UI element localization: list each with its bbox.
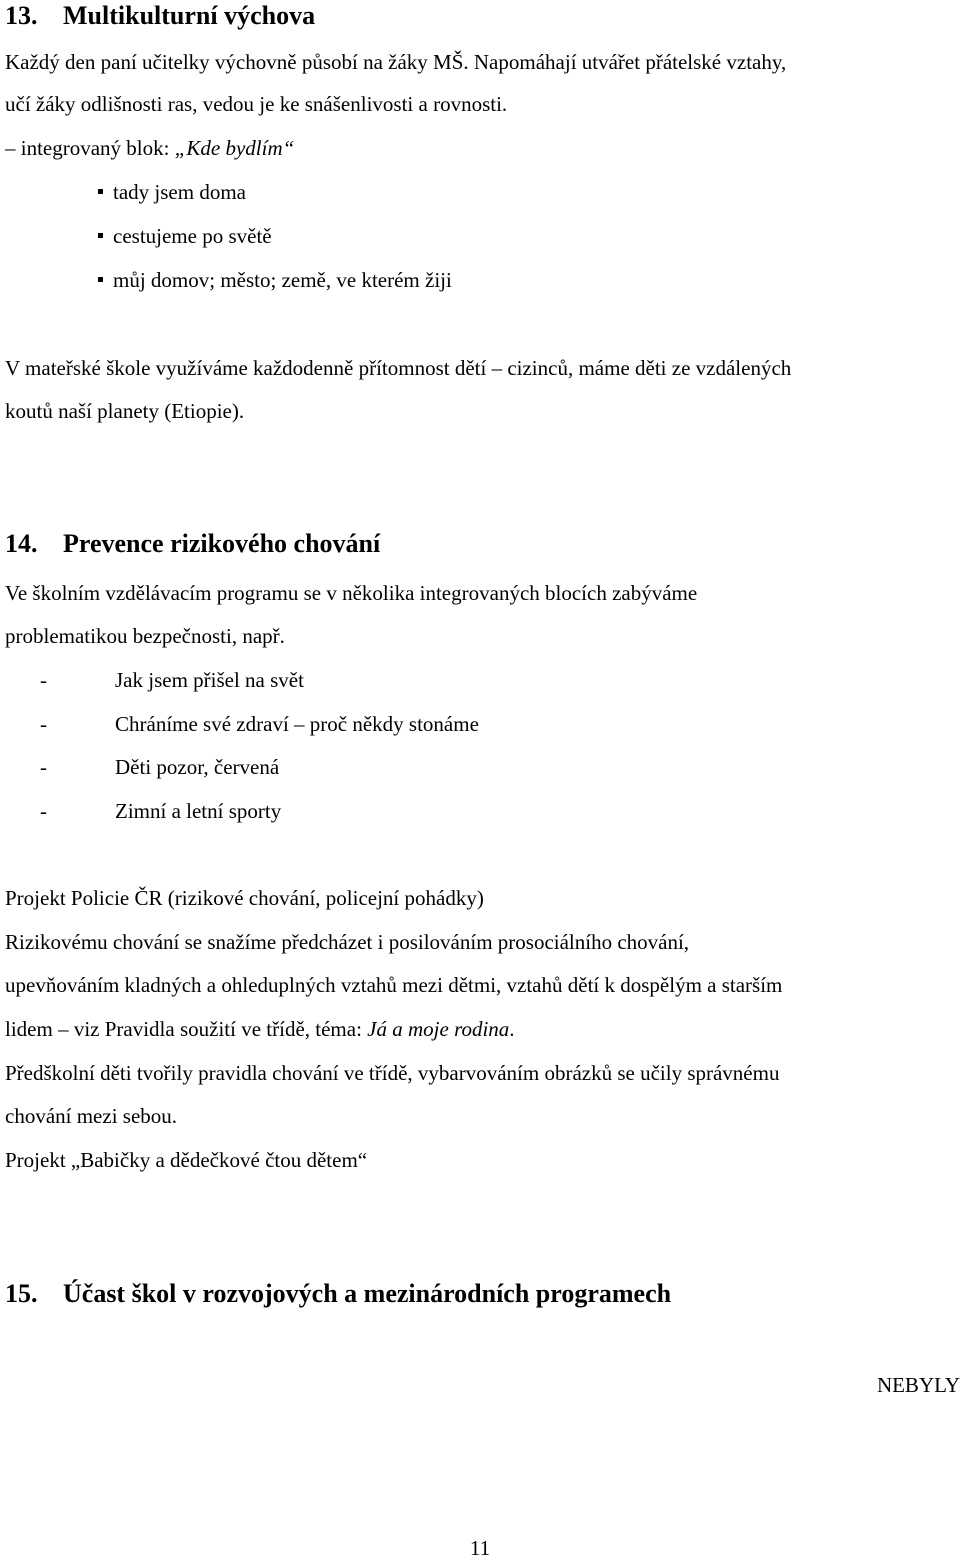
integrated-block-title: „Kde bydlím“ — [174, 136, 295, 160]
square-bullet-icon — [98, 233, 103, 238]
bullet-item-text: můj domov; město; země, ve kterém žiji — [113, 268, 452, 292]
page-number: 11 — [469, 1536, 491, 1560]
square-bullet-icon — [98, 277, 103, 282]
dash-marker: - — [40, 712, 47, 736]
dash-list-item-text: Chráníme své zdraví – proč někdy stonáme — [115, 712, 479, 736]
prosocial-line-3-end: . — [509, 1017, 515, 1041]
dash-marker: - — [40, 755, 47, 779]
square-bullet-icon — [98, 189, 103, 194]
section-13-paragraph-2-line-1: V mateřské škole využíváme každodenně přítomnost dětí – cizinců, máme děti ze vzdálených — [5, 356, 792, 380]
section-13-paragraph-line-2: učí žáky odlišnosti ras, vedou je ke snášenlivosti a rovnosti. — [5, 92, 508, 116]
preschool-paragraph-line-2: chování mezi sebou. — [5, 1104, 178, 1128]
section-14-paragraph-line-1: Ve školním vzdělávacím programu se v několika integrovaných blocích zabýváme — [5, 581, 698, 605]
section-15-number: 15. — [5, 1279, 38, 1308]
dash-list-item — [40, 753, 279, 781]
integrated-block-prefix: – integrovaný blok: — [5, 136, 175, 160]
section-13-heading — [5, 0, 315, 32]
dash-list-item — [40, 797, 281, 825]
preschool-paragraph-line-1: Předškolní děti tvořily pravidla chování ve třídě, vybarvováním obrázků se učily správnému — [5, 1061, 780, 1085]
section-14-number: 14. — [5, 529, 38, 558]
dash-list-item — [40, 666, 304, 694]
dash-list-item-text: Zimní a letní sporty — [115, 799, 282, 823]
topic-title: Já a moje rodina — [367, 1017, 510, 1041]
section-14-title: Prevence rizikového chování — [63, 529, 381, 558]
project-police-line: Projekt Policie ČR (rizikové chování, policejní pohádky) — [5, 886, 484, 910]
bullet-item-text: tady jsem doma — [113, 180, 246, 204]
section-15-answer: NEBYLY — [876, 1373, 960, 1397]
section-15-heading — [5, 1278, 671, 1310]
prosocial-paragraph-line-2: upevňováním kladných a ohleduplných vztahů mezi dětmi, vztahů dětí k dospělým a starším — [5, 973, 783, 997]
prosocial-paragraph-line-3 — [5, 1015, 515, 1043]
bullet-item — [98, 178, 246, 206]
dash-list-item-text: Jak jsem přišel na svět — [115, 668, 304, 692]
section-15-title: Účast škol v rozvojových a mezinárodních programech — [63, 1279, 672, 1308]
section-13-number: 13. — [5, 1, 38, 30]
prosocial-line-3-text: lidem – viz Pravidla soužití ve třídě, téma: — [5, 1017, 368, 1041]
bullet-item — [98, 266, 452, 294]
integrated-block-line — [5, 134, 294, 162]
dash-marker: - — [40, 668, 47, 692]
bullet-item-text: cestujeme po světě — [113, 224, 272, 248]
section-13-paragraph-line-1: Každý den paní učitelky výchovně působí na žáky MŠ. Napomáhají utvářet přátelské vztahy, — [5, 50, 787, 74]
prosocial-paragraph-line-1: Rizikovému chování se snažíme předcházet i posilováním prosociálního chování, — [5, 930, 690, 954]
section-14-heading — [5, 528, 380, 560]
section-13-paragraph-2-line-2: koutů naší planety (Etiopie). — [5, 399, 245, 423]
dash-list-item — [40, 710, 479, 738]
bullet-item — [98, 222, 272, 250]
dash-list-item-text: Děti pozor, červená — [115, 755, 280, 779]
section-13-title: Multikulturní výchova — [63, 1, 316, 30]
dash-marker: - — [40, 799, 47, 823]
project-grandparents-line: Projekt „Babičky a dědečkové čtou dětem“ — [5, 1148, 368, 1172]
section-14-paragraph-line-2: problematikou bezpečnosti, např. — [5, 624, 285, 648]
